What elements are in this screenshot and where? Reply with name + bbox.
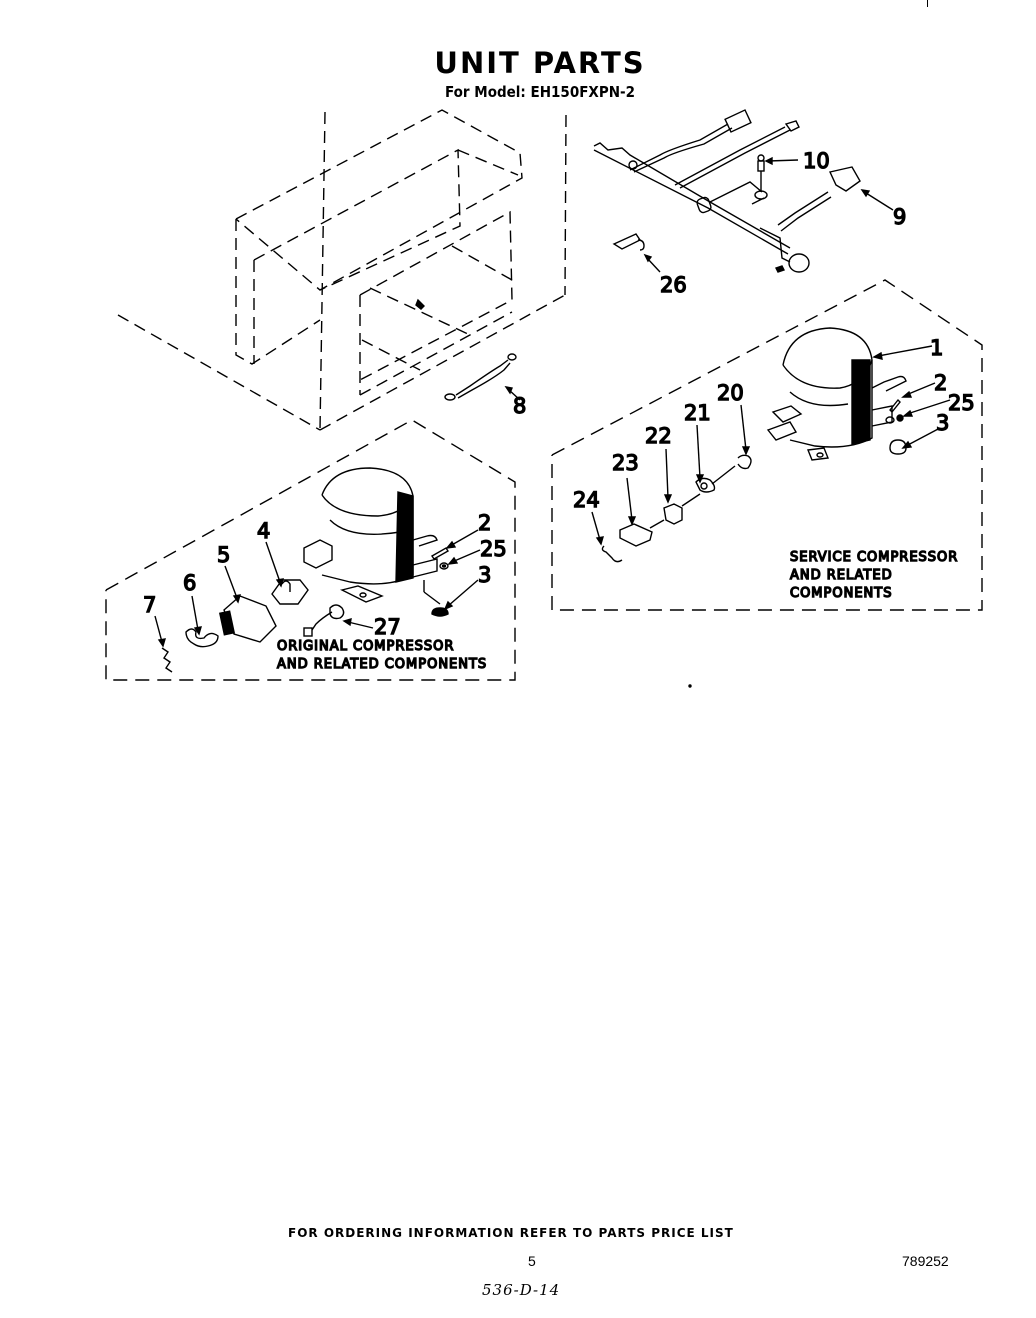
part-8-drier-icon (445, 354, 520, 400)
part-10-screw-icon (758, 155, 798, 192)
cabinet-fastener-icon (416, 300, 424, 309)
service-compressor-icon (768, 328, 906, 460)
page-title: UNIT PARTS (434, 46, 646, 80)
document-number: 789252 (902, 1253, 949, 1269)
original-caption-line-1: ORIGINAL COMPRESSOR (277, 639, 455, 654)
original-compressor-icon (304, 468, 448, 616)
service-callout-24: 24 (573, 488, 600, 512)
ordering-note: FOR ORDERING INFORMATION REFER TO PARTS PRICE LIST (288, 1226, 734, 1240)
service-caption-line-1: SERVICE COMPRESSOR (790, 550, 959, 565)
original-callout-6: 6 (183, 571, 197, 595)
service-callout-21: 21 (684, 401, 711, 425)
service-callout-25: 25 (948, 391, 975, 415)
original-callout-5: 5 (217, 543, 231, 567)
original-callout-25: 25 (480, 537, 507, 561)
callout-8: 8 (513, 394, 527, 418)
callout-9: 9 (893, 205, 907, 229)
callout-10: 10 (803, 149, 830, 173)
original-callout-2: 2 (478, 511, 492, 535)
stray-mark (689, 685, 691, 687)
original-callout-27: 27 (374, 615, 401, 639)
service-callout-3: 3 (936, 411, 950, 435)
service-caption-line-3: COMPONENTS (790, 586, 893, 601)
original-callout-3: 3 (478, 563, 492, 587)
original-caption-line-2: AND RELATED COMPONENTS (277, 657, 488, 672)
page-number: 5 (528, 1253, 536, 1269)
service-caption-line-2: AND RELATED (790, 568, 893, 583)
cabinet-outline (118, 110, 566, 430)
service-callout-23: 23 (612, 451, 639, 475)
original-callout-4: 4 (257, 519, 271, 543)
service-callout-2: 2 (934, 371, 948, 395)
service-callout-22: 22 (645, 424, 672, 448)
original-small-parts-icon (432, 548, 448, 569)
model-subtitle: For Model: EH150FXPN-2 (444, 83, 636, 101)
service-small-parts-icon (890, 400, 906, 454)
handwritten-code: 536-D-14 (482, 1281, 561, 1299)
service-callout-20: 20 (717, 381, 744, 405)
original-callout-7: 7 (143, 593, 157, 617)
callout-26: 26 (660, 273, 687, 297)
wiring-harness-icon (594, 110, 860, 272)
service-callout-1: 1 (930, 336, 944, 360)
part-26-clip-icon (614, 234, 660, 272)
